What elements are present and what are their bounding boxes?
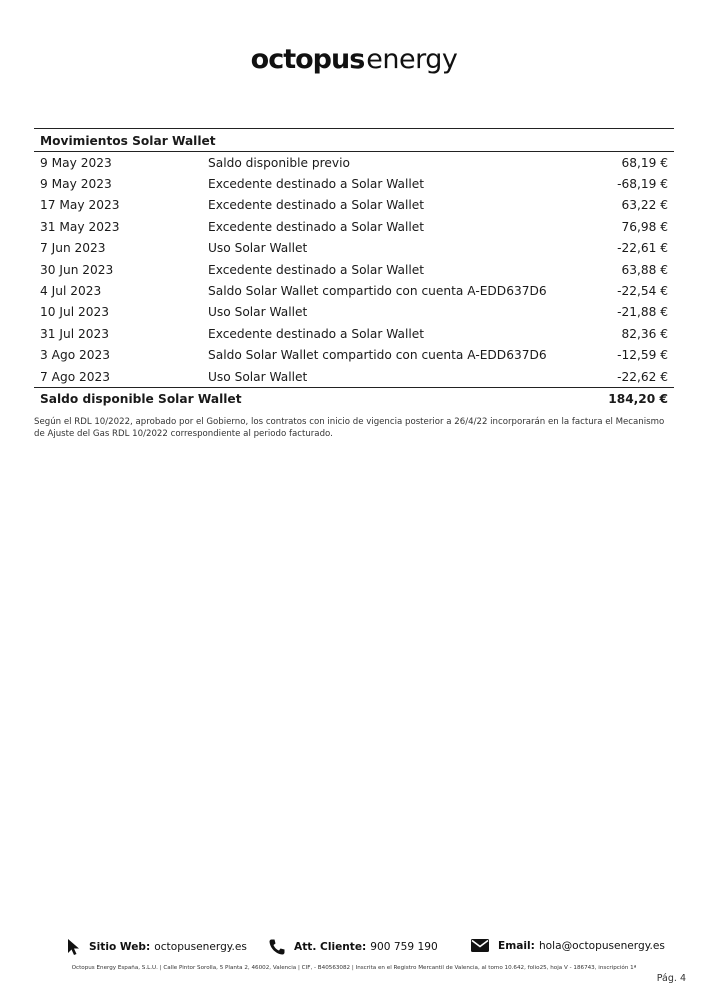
row-concept: Excedente destinado a Solar Wallet [208, 177, 425, 192]
table-row [34, 323, 674, 344]
phone-label: Att. Cliente: [294, 941, 367, 953]
table-row [34, 195, 674, 216]
row-concept: Excedente destinado a Solar Wallet [208, 262, 425, 277]
total-label: Saldo disponible Solar Wallet [34, 388, 594, 411]
logo-word-octopus: octopus [250, 44, 365, 75]
table-row [34, 302, 674, 323]
envelope-icon [470, 938, 490, 953]
phone-icon [268, 938, 286, 956]
row-concept: Saldo disponible previo [208, 155, 350, 170]
row-amount: -22,54 € [617, 284, 668, 299]
table-row [34, 366, 674, 388]
footer-contacts [0, 938, 708, 960]
footer-email [470, 938, 665, 953]
email-link[interactable]: hola@octopusenergy.es [538, 939, 665, 952]
row-date: 4 Jul 2023 [40, 284, 102, 299]
row-amount: 82,36 € [621, 326, 668, 341]
row-concept: Uso Solar Wallet [208, 241, 308, 256]
row-date: 9 May 2023 [40, 155, 112, 170]
row-concept: Excedente destinado a Solar Wallet [208, 219, 425, 234]
table-row [34, 238, 674, 259]
octopus-energy-logo [0, 44, 708, 75]
row-date: 31 Jul 2023 [40, 326, 109, 341]
legal-notice: Octopus Energy España, S.L.U. | Calle Pintor Sorolla, 5 Planta 2, 46002, Valencia | CIF, - B40563082 | Inscrita en el Registro Mercantil de Valencia, al tomo 10.642, folio25, hoja V - 186743, inscripción 1ª [71, 965, 637, 971]
row-date: 10 Jul 2023 [40, 305, 109, 320]
row-date: 17 May 2023 [40, 198, 120, 213]
website-link[interactable]: octopusenergy.es [154, 941, 247, 953]
footer-website [67, 938, 247, 956]
table-row [34, 152, 674, 174]
table-title: Movimientos Solar Wallet [34, 129, 674, 152]
cursor-icon [67, 938, 81, 956]
row-amount: -22,62 € [617, 369, 668, 384]
row-date: 9 May 2023 [40, 177, 112, 192]
footer-phone [268, 938, 438, 956]
row-amount: 63,88 € [621, 262, 668, 277]
row-date: 7 Ago 2023 [40, 369, 111, 384]
page-number: Pág. 4 [656, 973, 686, 984]
row-amount: 63,22 € [621, 198, 668, 213]
row-concept: Uso Solar Wallet [208, 305, 308, 320]
row-amount: -12,59 € [617, 348, 668, 363]
table-header-row [34, 129, 674, 152]
row-date: 30 Jun 2023 [40, 262, 114, 277]
table-row [34, 280, 674, 301]
email-label: Email: [498, 939, 535, 952]
row-concept: Saldo Solar Wallet compartido con cuenta A-EDD637D6 [208, 348, 547, 363]
row-amount: -21,88 € [617, 305, 668, 320]
solar-wallet-movements-table [34, 128, 674, 410]
table-row [34, 173, 674, 194]
row-date: 7 Jun 2023 [40, 241, 106, 256]
row-concept: Uso Solar Wallet [208, 369, 308, 384]
phone-number[interactable]: 900 759 190 [370, 941, 438, 953]
table-total-row [34, 388, 674, 411]
rdl-note: Según el RDL 10/2022, aprobado por el Gobierno, los contratos con inicio de vigencia posterior a 26/4/22 incorporarán en la factura el Mecanismo de Ajuste del Gas RDL 10/2022 correspondiente al periodo facturado. [34, 417, 665, 439]
row-amount: -68,19 € [617, 177, 668, 192]
row-concept: Excedente destinado a Solar Wallet [208, 198, 425, 213]
row-date: 31 May 2023 [40, 219, 120, 234]
row-amount: 68,19 € [621, 155, 668, 170]
logo-word-energy: energy [366, 44, 458, 75]
table-row [34, 216, 674, 237]
website-label: Sitio Web: [89, 941, 151, 953]
row-amount: -22,61 € [617, 241, 668, 256]
table-row [34, 345, 674, 366]
table-row [34, 259, 674, 280]
row-date: 3 Ago 2023 [40, 348, 111, 363]
row-amount: 76,98 € [621, 219, 668, 234]
table-body [34, 152, 674, 388]
total-amount: 184,20 € [594, 388, 674, 411]
row-concept: Saldo Solar Wallet compartido con cuenta A-EDD637D6 [208, 284, 547, 299]
row-concept: Excedente destinado a Solar Wallet [208, 326, 425, 341]
